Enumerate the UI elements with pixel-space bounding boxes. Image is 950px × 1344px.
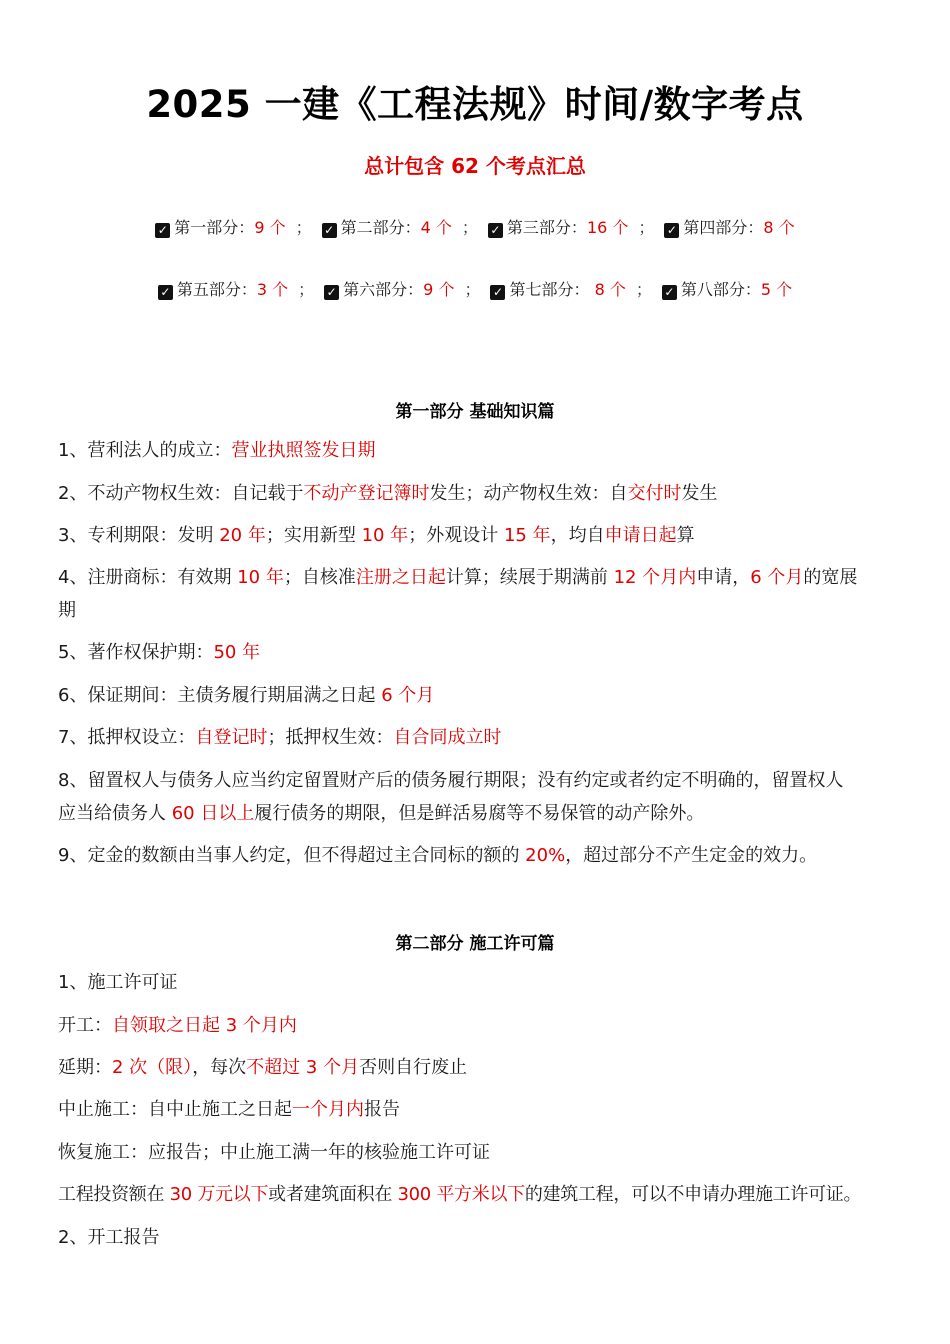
part1-item-8: 8、留置权人与债务人应当约定留置财产后的债务履行期限；没有约定或者约定不明确的，留置权人 xyxy=(58,770,844,791)
summary-count: 8 个 xyxy=(763,218,795,237)
summary-label: 第三部分： xyxy=(506,218,587,237)
part1-item-7: 7、抵押权设立：自登记时；抵押权生效：自合同成立时 xyxy=(58,727,502,748)
checkbox-checked-icon: ✓ xyxy=(488,223,503,238)
summary-item xyxy=(664,215,794,238)
summary-item xyxy=(155,215,285,238)
summary-item xyxy=(662,277,792,300)
checkbox-checked-icon: ✓ xyxy=(490,285,505,300)
summary-row-2 xyxy=(0,277,950,300)
part2-item-resume: 恢复施工：应报告；中止施工满一年的核验施工许可证 xyxy=(58,1142,490,1163)
part2-item-start: 开工：自领取之日起 3 个月内 xyxy=(58,1015,297,1036)
part2-item-exemption: 工程投资额在 30 万元以下或者建筑面积在 300 平方米以下的建筑工程，可以不申请办理施工许可证。 xyxy=(58,1184,862,1205)
part2-item-suspend: 中止施工：自中止施工之日起一个月内报告 xyxy=(58,1099,400,1120)
summary-item xyxy=(158,277,288,300)
checkbox-checked-icon: ✓ xyxy=(664,223,679,238)
summary-count: 5 个 xyxy=(760,280,793,299)
part2-item-1: 1、施工许可证 xyxy=(58,972,178,993)
page-title: 2025 一建《工程法规》时间/数字考点 xyxy=(146,83,804,126)
part1-item-5: 5、著作权保护期：50 年 xyxy=(58,642,261,663)
summary-item xyxy=(488,215,628,238)
part1-item-4-cont: 期 xyxy=(58,600,76,621)
checkbox-checked-icon: ✓ xyxy=(324,285,339,300)
checkbox-checked-icon: ✓ xyxy=(322,223,337,238)
checkbox-checked-icon: ✓ xyxy=(662,285,677,300)
part1-item-9: 9、定金的数额由当事人约定，但不得超过主合同标的额的 20%，超过部分不产生定金的效力。 xyxy=(58,845,818,866)
summary-label: 第四部分： xyxy=(683,218,764,237)
separator: ； xyxy=(298,280,315,299)
separator: ； xyxy=(461,218,478,237)
summary-count: 16 个 xyxy=(586,218,629,237)
checkbox-checked-icon: ✓ xyxy=(158,285,173,300)
summary-count: 8 个 xyxy=(589,280,626,299)
part2-item-2: 2、开工报告 xyxy=(58,1227,160,1248)
summary-item xyxy=(490,277,625,300)
summary-count: 9 个 xyxy=(254,218,286,237)
section-heading-part2: 第二部分 施工许可篇 xyxy=(395,934,555,954)
summary-label: 第七部分： xyxy=(509,280,590,299)
summary-count: 3 个 xyxy=(256,280,289,299)
summary-label: 第八部分： xyxy=(680,280,761,299)
part1-item-6: 6、保证期间：主债务履行期届满之日起 6 个月 xyxy=(58,685,435,706)
summary-label: 第五部分： xyxy=(176,280,257,299)
separator: ； xyxy=(635,280,652,299)
summary-count: 9 个 xyxy=(423,280,455,299)
part1-item-4: 4、注册商标：有效期 10 年；自核准注册之日起计算；续展于期满前 12 个月内申请，6 个月的宽展 xyxy=(58,567,858,588)
page-subtitle: 总计包含 62 个考点汇总 xyxy=(364,154,586,178)
summary-item xyxy=(322,215,452,238)
separator: ； xyxy=(464,280,481,299)
checkbox-checked-icon: ✓ xyxy=(155,223,170,238)
section-heading-part1: 第一部分 基础知识篇 xyxy=(395,402,555,422)
summary-row-1 xyxy=(0,215,950,238)
summary-label: 第一部分： xyxy=(174,218,255,237)
separator: ； xyxy=(638,218,655,237)
part1-item-8-cont: 应当给债务人 60 日以上履行债务的期限，但是鲜活易腐等不易保管的动产除外。 xyxy=(58,803,705,824)
separator: ； xyxy=(295,218,312,237)
part1-item-3: 3、专利期限：发明 20 年；实用新型 10 年；外观设计 15 年，均自申请日起算 xyxy=(58,525,695,546)
summary-label: 第六部分： xyxy=(343,280,424,299)
summary-label: 第二部分： xyxy=(340,218,421,237)
summary-item xyxy=(324,277,454,300)
summary-count: 4 个 xyxy=(420,218,452,237)
part1-item-1: 1、营利法人的成立：营业执照签发日期 xyxy=(58,440,376,461)
part1-item-2: 2、不动产物权生效：自记载于不动产登记簿时发生；动产物权生效：自交付时发生 xyxy=(58,483,718,504)
part2-item-extension: 延期：2 次（限），每次不超过 3 个月否则自行废止 xyxy=(58,1057,468,1078)
